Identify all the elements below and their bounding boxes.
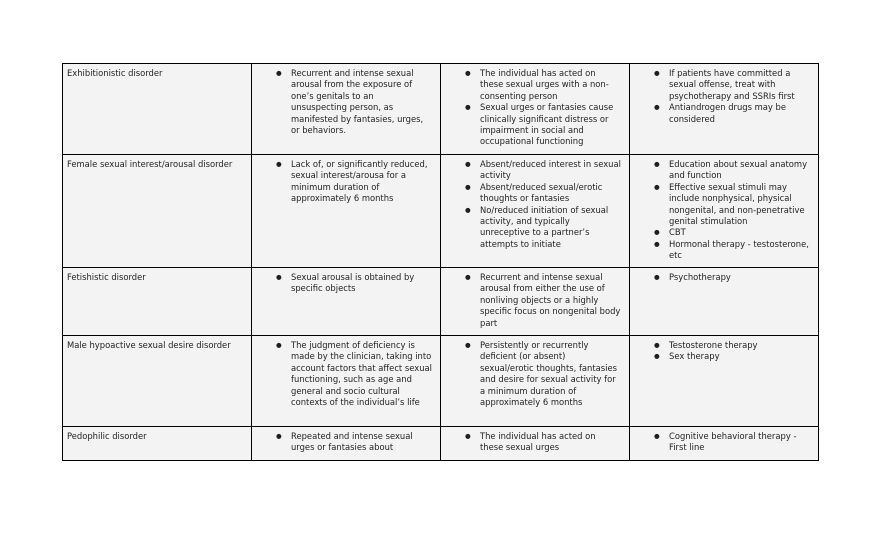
list-item: ● The individual has acted on these sexual urges: [445, 431, 625, 454]
list-item: ● If patients have committed a sexual offense, treat with psychotherapy and SSRIs first: [634, 68, 814, 102]
list-item: ● Sex therapy: [634, 351, 814, 362]
feature-cell: [252, 427, 441, 461]
criteria-cell: [441, 427, 630, 461]
disorders-table: [62, 63, 819, 461]
treatment-cell: [630, 427, 819, 461]
feature-cell: [252, 268, 441, 336]
table-row: [63, 427, 819, 461]
treatment-cell: [630, 64, 819, 155]
list-item: ● Sexual arousal is obtained by specific objects: [256, 272, 436, 295]
feature-cell: [252, 155, 441, 268]
criteria-cell: [441, 64, 630, 155]
disorder-name-cell: [63, 64, 252, 155]
feature-cell: [252, 336, 441, 427]
list-item: ● Absent/reduced interest in sexual activity: [445, 159, 625, 182]
list-item: ● Recurrent and intense sexual arousal from the exposure of one’s genitals to an unsuspecting person, as manifested by fantasies, urges, or behaviors.: [256, 68, 436, 136]
disorder-name: Exhibitionistic disorder: [67, 68, 163, 78]
list-item: ● Antiandrogen drugs may be considered: [634, 102, 814, 125]
list-item: ● Lack of, or significantly reduced, sexual interest/arousa for a minimum duration of approximately 6 months: [256, 159, 436, 205]
table-row: [63, 155, 819, 268]
disorder-name: Male hypoactive sexual desire disorder: [67, 340, 231, 350]
list-item: ● The judgment of deficiency is made by the clinician, taking into account factors that affect sexual functioning, such as age and general and socio cultural contexts of the individual’s life: [256, 340, 436, 408]
table-row: [63, 268, 819, 336]
list-item: ● Cognitive behavioral therapy - First line: [634, 431, 814, 454]
list-item: ● No/reduced initiation of sexual activity, and typically unreceptive to a partner’s attempts to initiate: [445, 205, 625, 251]
criteria-cell: [441, 336, 630, 427]
list-item: ● Effective sexual stimuli may include nonphysical, physical nongenital, and non-penetrative genital stimulation: [634, 182, 814, 228]
treatment-cell: [630, 268, 819, 336]
list-item: ● Absent/reduced sexual/erotic thoughts or fantasies: [445, 182, 625, 205]
disorder-name-cell: [63, 336, 252, 427]
disorder-name-cell: [63, 155, 252, 268]
disorder-name: Pedophilic disorder: [67, 431, 147, 441]
criteria-cell: [441, 268, 630, 336]
list-item: ● Sexual urges or fantasies cause clinically significant distress or impairment in social and occupational functioning: [445, 102, 625, 148]
feature-cell: [252, 64, 441, 155]
table-row: [63, 64, 819, 155]
criteria-cell: [441, 155, 630, 268]
list-item: ● CBT: [634, 227, 814, 238]
list-item: ● Repeated and intense sexual urges or fantasies about: [256, 431, 436, 454]
table-row: [63, 336, 819, 427]
treatment-cell: [630, 155, 819, 268]
disorder-name: Female sexual interest/arousal disorder: [67, 159, 233, 169]
disorder-name-cell: [63, 268, 252, 336]
list-item: ● The individual has acted on these sexual urges with a non-consenting person: [445, 68, 625, 102]
treatment-cell: [630, 336, 819, 427]
list-item: ● Recurrent and intense sexual arousal from either the use of nonliving objects or a highly specific focus on nongenital body part: [445, 272, 625, 329]
list-item: ● Hormonal therapy - testosterone, etc: [634, 239, 814, 262]
list-item: ● Persistently or recurrently deficient (or absent) sexual/erotic thoughts, fantasies and desire for sexual activity for a minimum duration of approximately 6 months: [445, 340, 625, 408]
disorder-name: Fetishistic disorder: [67, 272, 146, 282]
list-item: ● Testosterone therapy: [634, 340, 814, 351]
disorder-name-cell: [63, 427, 252, 461]
list-item: ● Education about sexual anatomy and function: [634, 159, 814, 182]
list-item: ● Psychotherapy: [634, 272, 814, 283]
